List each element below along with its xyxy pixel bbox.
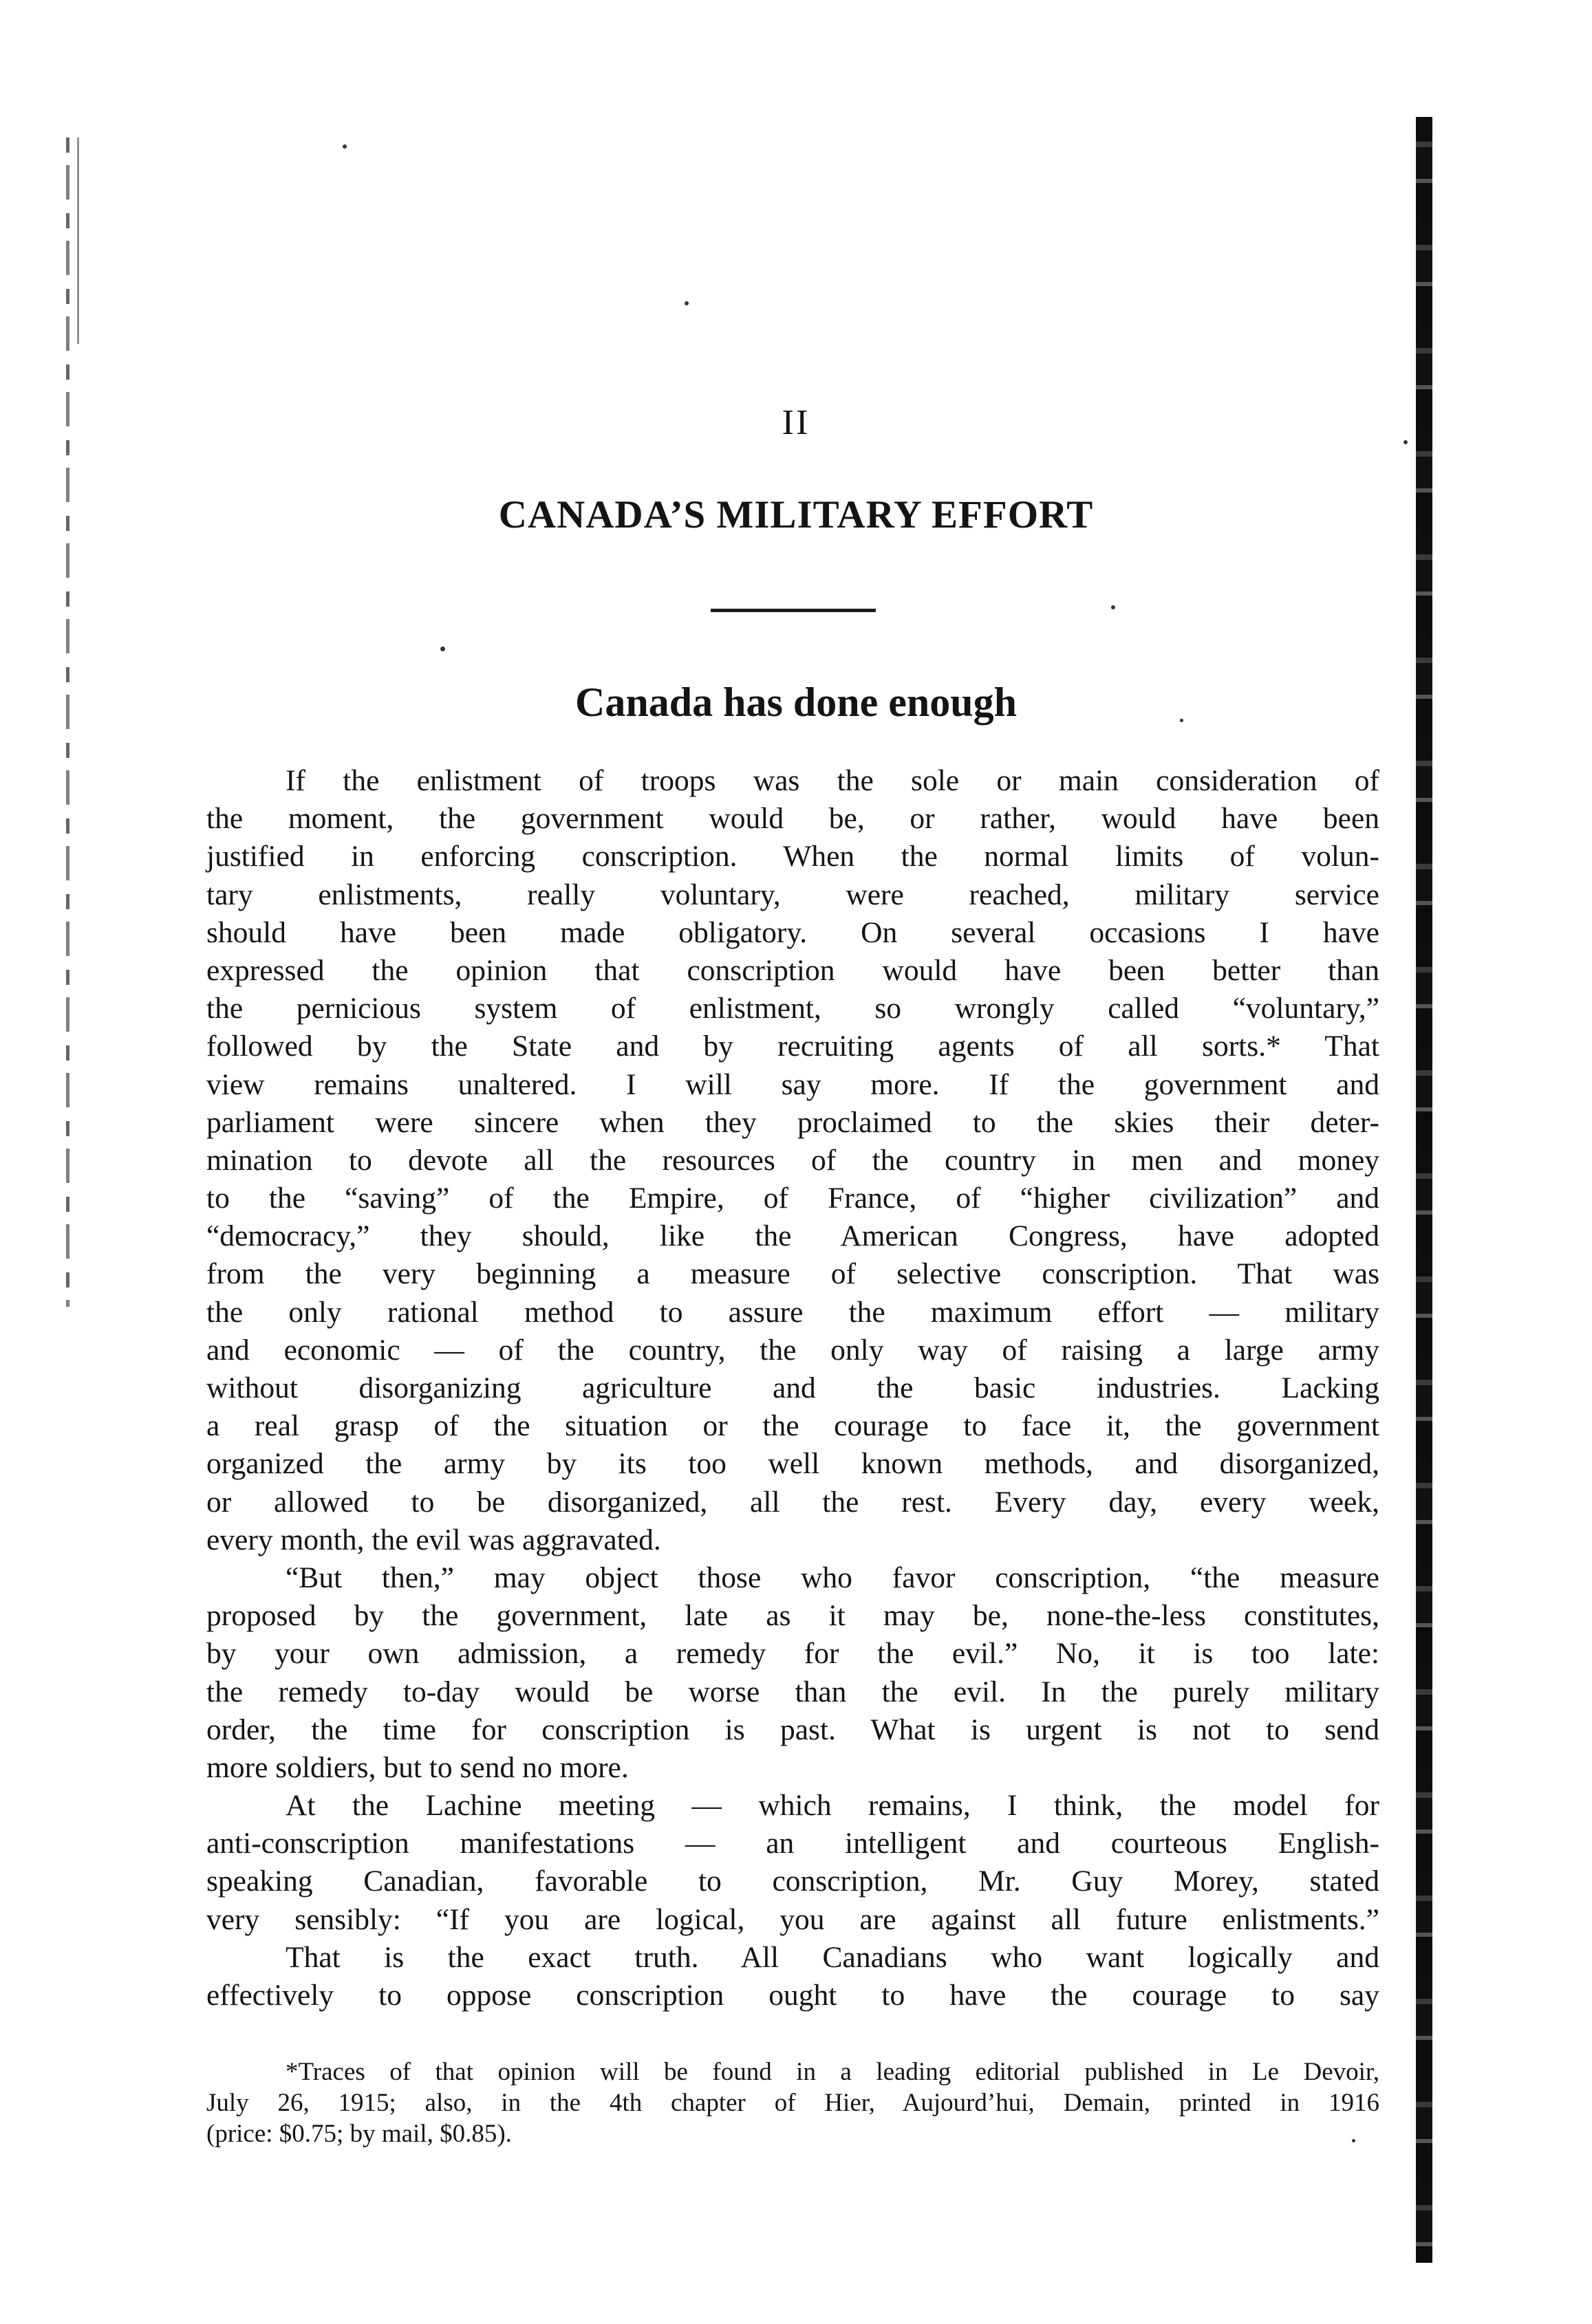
text-line: mination to devote all the resources of the country in men and money xyxy=(206,1143,1379,1177)
footnote-line: (price: $0.75; by mail, $0.85). xyxy=(206,2120,512,2148)
text-line: order, the time for conscription is past. What is urgent is not to send xyxy=(206,1713,1379,1746)
scan-edge-left-secondary xyxy=(77,138,79,344)
text-line: parliament were sincere when they proclaimed to the skies their deter- xyxy=(206,1105,1379,1139)
text-line: should have been made obligatory. On several occasions I have xyxy=(206,915,1379,949)
text-line: and economic — of the country, the only way of raising a large army xyxy=(206,1333,1379,1367)
text-line: to the “saving” of the Empire, of France, of “higher civilization” and xyxy=(206,1182,1379,1215)
scan-speck xyxy=(343,144,347,149)
text-line: That is the exact truth. All Canadians who want logically and xyxy=(286,1940,1379,1974)
text-line: anti-conscription manifestations — an intelligent and courteous English- xyxy=(206,1827,1379,1860)
text-line: proposed by the government, late as it may be, none-the-less constitutes, xyxy=(206,1599,1379,1633)
section-title: Canada has done enough xyxy=(575,680,1017,725)
text-line: the only rational method to assure the maximum effort — military xyxy=(206,1295,1379,1329)
text-line: followed by the State and by recruiting agents of all sorts.* That xyxy=(206,1030,1379,1063)
text-line: by your own admission, a remedy for the evil.” No, it is too late: xyxy=(206,1637,1379,1671)
text-line: speaking Canadian, favorable to conscription, Mr. Guy Morey, stated xyxy=(206,1865,1379,1898)
scan-speck xyxy=(1111,605,1115,609)
body-text xyxy=(206,762,1379,2015)
scan-speck xyxy=(440,647,445,651)
title-divider xyxy=(711,609,876,612)
text-line: a real grasp of the situation or the courage to face it, the government xyxy=(206,1409,1379,1443)
footnote xyxy=(206,2056,1379,2149)
text-line: without disorganizing agriculture and the basic industries. Lacking xyxy=(206,1371,1379,1404)
text-line: from the very beginning a measure of selective conscription. That was xyxy=(206,1257,1379,1291)
text-line: organized the army by its too well known methods, and disorganized, xyxy=(206,1447,1379,1481)
text-line: view remains unaltered. I will say more. If the government and xyxy=(206,1067,1379,1101)
footnote-line: *Traces of that opinion will be found in a leading editorial published in Le Devoir, xyxy=(286,2058,1379,2086)
text-line: the moment, the government would be, or rather, would have been xyxy=(206,802,1379,836)
chapter-number: II xyxy=(782,403,810,442)
text-line: the pernicious system of enlistment, so wrongly called “voluntary,” xyxy=(206,992,1379,1025)
text-line: the remedy to-day would be worse than the evil. In the purely military xyxy=(206,1675,1379,1708)
text-line: justified in enforcing conscription. When the normal limits of volun- xyxy=(206,840,1379,873)
text-line: tary enlistments, really voluntary, were reached, military service xyxy=(206,878,1379,911)
text-line: very sensibly: “If you are logical, you are against all future enlistments.” xyxy=(206,1902,1379,1936)
scan-speck xyxy=(685,301,689,305)
text-line: “democracy,” they should, like the American Congress, have adopted xyxy=(206,1219,1379,1253)
text-line: expressed the opinion that conscription would have been better than xyxy=(206,953,1379,987)
text-line: or allowed to be disorganized, all the rest. Every day, every week, xyxy=(206,1485,1379,1519)
text-line: “But then,” may object those who favor conscription, “the measure xyxy=(286,1561,1379,1594)
footnote-line: July 26, 1915; also, in the 4th chapter of Hier, Aujourd’hui, Demain, printed in 1916 xyxy=(206,2089,1379,2117)
text-line: every month, the evil was aggravated. xyxy=(206,1523,661,1556)
text-line: more soldiers, but to send no more. xyxy=(206,1750,629,1784)
text-line: At the Lachine meeting — which remains, I think, the model for xyxy=(286,1789,1379,1823)
text-line: effectively to oppose conscription ought to have the courage to say xyxy=(206,1979,1379,2012)
text-line: If the enlistment of troops was the sole or main consideration of xyxy=(286,764,1379,797)
chapter-title: CANADA’S MILITARY EFFORT xyxy=(498,493,1094,536)
